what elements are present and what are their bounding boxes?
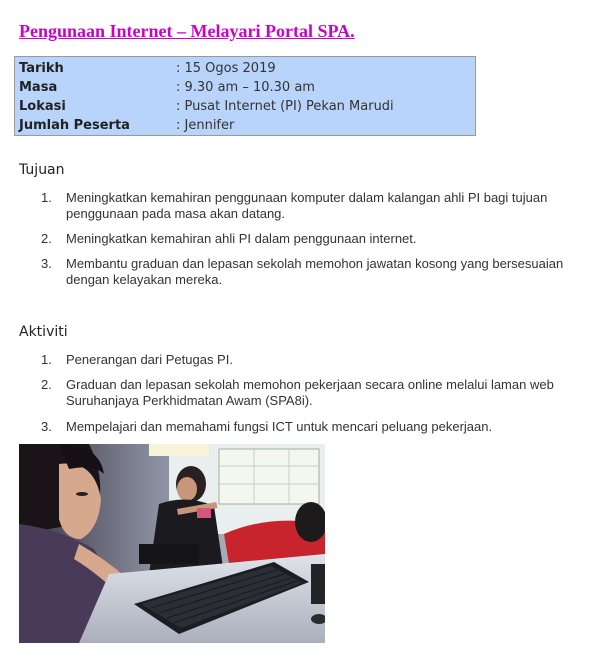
info-label: Tarikh <box>19 61 64 76</box>
list-text: Graduan dan lepasan sekolah memohon pekerjaan secara online melalui laman web Suruhanjaya Perkhidmatan Awam (SPA8i). <box>66 377 554 408</box>
activity-photo <box>19 444 325 643</box>
info-label: Jumlah Peserta <box>19 118 130 133</box>
aktiviti-heading: Aktiviti <box>19 324 68 340</box>
page-title: Pengunaan Internet – Melayari Portal SPA. <box>19 21 355 41</box>
list-text: Meningkatkan kemahiran penggunaan komputer dalam kalangan ahli PI bagi tujuan penggunaan pada masa akan datang. <box>66 190 548 221</box>
list-number: 1. <box>41 352 52 367</box>
list-text: Meningkatkan kemahiran ahli PI dalam penggunaan internet. <box>66 231 417 246</box>
info-label: Masa <box>19 80 58 95</box>
list-number: 2. <box>41 377 52 392</box>
list-text: Penerangan dari Petugas PI. <box>66 352 233 367</box>
info-table <box>14 56 476 136</box>
list-number: 3. <box>41 419 52 434</box>
info-value: : Jennifer <box>176 118 235 133</box>
list-text: Membantu graduan dan lepasan sekolah memohon jawatan kosong yang bersesuaian dengan kelayakan mereka. <box>66 256 564 287</box>
info-value: : Pusat Internet (PI) Pekan Marudi <box>176 99 394 114</box>
tujuan-heading: Tujuan <box>19 162 65 178</box>
list-text: Mempelajari dan memahami fungsi ICT untuk mencari peluang pekerjaan. <box>66 419 493 434</box>
list-number: 1. <box>41 190 52 205</box>
list-number: 2. <box>41 231 52 246</box>
info-label: Lokasi <box>19 99 66 114</box>
info-value: : 15 Ogos 2019 <box>176 61 276 76</box>
list-number: 3. <box>41 256 52 271</box>
info-value: : 9.30 am – 10.30 am <box>176 80 315 95</box>
